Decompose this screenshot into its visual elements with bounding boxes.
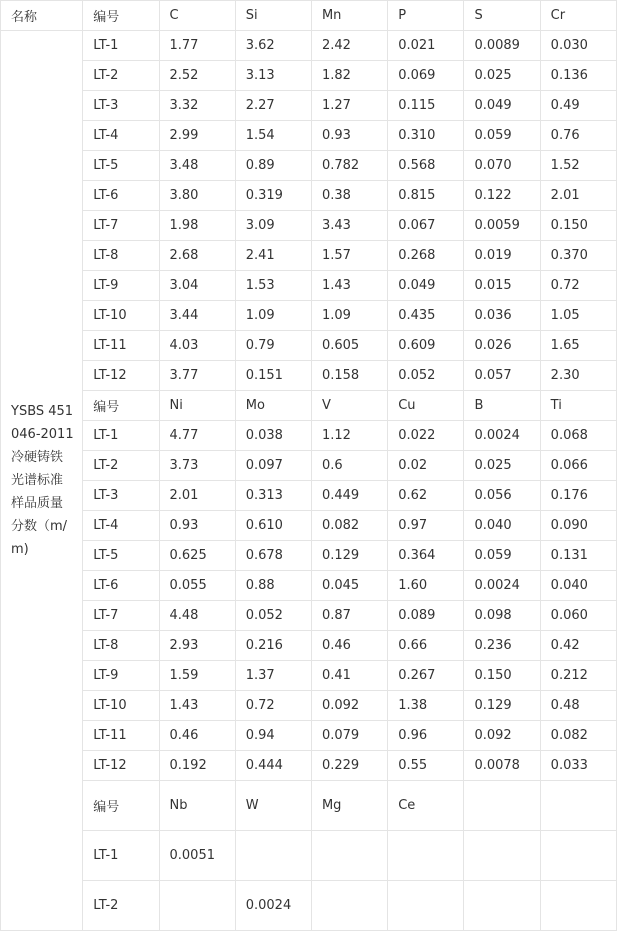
sample-id-cell: LT-12 bbox=[83, 751, 159, 781]
value-cell: 0.88 bbox=[235, 571, 311, 601]
sample-id-cell: LT-7 bbox=[83, 211, 159, 241]
value-cell: 0.267 bbox=[388, 661, 464, 691]
table-row bbox=[1, 181, 617, 211]
value-cell: 0.97 bbox=[388, 511, 464, 541]
value-cell: 0.89 bbox=[235, 151, 311, 181]
value-cell: 0.049 bbox=[464, 91, 540, 121]
subheader-cell: Nb bbox=[159, 781, 235, 831]
value-cell: 0.150 bbox=[540, 211, 616, 241]
header-row bbox=[1, 1, 617, 31]
value-cell: 2.41 bbox=[235, 241, 311, 271]
value-cell bbox=[311, 881, 387, 931]
table-row bbox=[1, 241, 617, 271]
sample-id-cell: LT-2 bbox=[83, 881, 159, 931]
value-cell: 0.0078 bbox=[464, 751, 540, 781]
value-cell: 0.045 bbox=[311, 571, 387, 601]
value-cell: 1.82 bbox=[311, 61, 387, 91]
value-cell: 0.022 bbox=[388, 421, 464, 451]
value-cell: 0.067 bbox=[388, 211, 464, 241]
value-cell: 0.122 bbox=[464, 181, 540, 211]
value-cell: 0.079 bbox=[311, 721, 387, 751]
value-cell: 0.092 bbox=[464, 721, 540, 751]
header-cell: S bbox=[464, 1, 540, 31]
value-cell bbox=[159, 881, 235, 931]
value-cell: 1.09 bbox=[311, 301, 387, 331]
table-row bbox=[1, 481, 617, 511]
value-cell: 0.0024 bbox=[464, 571, 540, 601]
value-cell: 0.46 bbox=[159, 721, 235, 751]
header-cell: P bbox=[388, 1, 464, 31]
value-cell: 0.025 bbox=[464, 61, 540, 91]
value-cell: 3.73 bbox=[159, 451, 235, 481]
value-cell: 0.150 bbox=[464, 661, 540, 691]
header-cell: Mn bbox=[311, 1, 387, 31]
value-cell: 2.30 bbox=[540, 361, 616, 391]
value-cell: 0.609 bbox=[388, 331, 464, 361]
subheader-cell bbox=[540, 781, 616, 831]
value-cell: 1.05 bbox=[540, 301, 616, 331]
value-cell: 1.27 bbox=[311, 91, 387, 121]
table-row bbox=[1, 121, 617, 151]
value-cell: 0.059 bbox=[464, 541, 540, 571]
table-row bbox=[1, 301, 617, 331]
sample-id-cell: LT-4 bbox=[83, 121, 159, 151]
value-cell: 0.625 bbox=[159, 541, 235, 571]
value-cell: 0.089 bbox=[388, 601, 464, 631]
table-row bbox=[1, 451, 617, 481]
table-row bbox=[1, 541, 617, 571]
value-cell: 0.38 bbox=[311, 181, 387, 211]
value-cell: 1.09 bbox=[235, 301, 311, 331]
value-cell: 0.93 bbox=[311, 121, 387, 151]
value-cell: 0.129 bbox=[311, 541, 387, 571]
value-cell: 0.033 bbox=[540, 751, 616, 781]
value-cell: 3.04 bbox=[159, 271, 235, 301]
sample-id-cell: LT-1 bbox=[83, 831, 159, 881]
value-cell: 1.37 bbox=[235, 661, 311, 691]
value-cell: 0.059 bbox=[464, 121, 540, 151]
subheader-cell: B bbox=[464, 391, 540, 421]
value-cell: 4.77 bbox=[159, 421, 235, 451]
value-cell: 0.025 bbox=[464, 451, 540, 481]
value-cell: 0.015 bbox=[464, 271, 540, 301]
value-cell: 0.0059 bbox=[464, 211, 540, 241]
header-cell: 编号 bbox=[83, 1, 159, 31]
value-cell: 1.38 bbox=[388, 691, 464, 721]
table-row bbox=[1, 831, 617, 881]
value-cell: 2.93 bbox=[159, 631, 235, 661]
value-cell: 3.62 bbox=[235, 31, 311, 61]
value-cell: 0.319 bbox=[235, 181, 311, 211]
value-cell: 2.42 bbox=[311, 31, 387, 61]
value-cell: 0.46 bbox=[311, 631, 387, 661]
table-row bbox=[1, 751, 617, 781]
subheader-row bbox=[1, 391, 617, 421]
value-cell: 3.13 bbox=[235, 61, 311, 91]
value-cell: 4.48 bbox=[159, 601, 235, 631]
table-row bbox=[1, 91, 617, 121]
sample-id-cell: LT-9 bbox=[83, 661, 159, 691]
table-row bbox=[1, 61, 617, 91]
value-cell: 0.42 bbox=[540, 631, 616, 661]
sample-id-cell: LT-3 bbox=[83, 481, 159, 511]
sample-id-cell: LT-6 bbox=[83, 181, 159, 211]
value-cell: 1.65 bbox=[540, 331, 616, 361]
value-cell: 3.77 bbox=[159, 361, 235, 391]
value-cell: 0.040 bbox=[464, 511, 540, 541]
header-cell: Si bbox=[235, 1, 311, 31]
value-cell: 1.60 bbox=[388, 571, 464, 601]
value-cell: 0.449 bbox=[311, 481, 387, 511]
value-cell: 0.176 bbox=[540, 481, 616, 511]
value-cell: 0.090 bbox=[540, 511, 616, 541]
sample-id-cell: LT-4 bbox=[83, 511, 159, 541]
sample-id-cell: LT-7 bbox=[83, 601, 159, 631]
table-row bbox=[1, 331, 617, 361]
value-cell: 2.01 bbox=[540, 181, 616, 211]
value-cell: 0.72 bbox=[235, 691, 311, 721]
subheader-cell: Mo bbox=[235, 391, 311, 421]
subheader-cell: Cu bbox=[388, 391, 464, 421]
value-cell: 0.040 bbox=[540, 571, 616, 601]
table-row bbox=[1, 571, 617, 601]
subheader-cell: V bbox=[311, 391, 387, 421]
value-cell: 0.678 bbox=[235, 541, 311, 571]
value-cell: 4.03 bbox=[159, 331, 235, 361]
value-cell: 0.026 bbox=[464, 331, 540, 361]
sample-id-cell: LT-2 bbox=[83, 451, 159, 481]
sample-id-cell: LT-1 bbox=[83, 421, 159, 451]
value-cell: 0.068 bbox=[540, 421, 616, 451]
value-cell: 0.6 bbox=[311, 451, 387, 481]
value-cell: 3.43 bbox=[311, 211, 387, 241]
value-cell: 0.02 bbox=[388, 451, 464, 481]
value-cell bbox=[540, 881, 616, 931]
value-cell bbox=[388, 831, 464, 881]
value-cell: 0.236 bbox=[464, 631, 540, 661]
value-cell: 0.069 bbox=[388, 61, 464, 91]
table-row bbox=[1, 421, 617, 451]
value-cell: 0.0024 bbox=[464, 421, 540, 451]
value-cell: 0.72 bbox=[540, 271, 616, 301]
value-cell: 0.93 bbox=[159, 511, 235, 541]
value-cell: 0.098 bbox=[464, 601, 540, 631]
value-cell: 0.79 bbox=[235, 331, 311, 361]
value-cell: 0.070 bbox=[464, 151, 540, 181]
value-cell: 0.610 bbox=[235, 511, 311, 541]
value-cell: 0.229 bbox=[311, 751, 387, 781]
subheader-cell: 编号 bbox=[83, 391, 159, 421]
sample-id-cell: LT-11 bbox=[83, 331, 159, 361]
value-cell: 2.99 bbox=[159, 121, 235, 151]
value-cell: 0.097 bbox=[235, 451, 311, 481]
value-cell: 1.53 bbox=[235, 271, 311, 301]
value-cell: 3.44 bbox=[159, 301, 235, 331]
value-cell: 0.066 bbox=[540, 451, 616, 481]
table-row bbox=[1, 631, 617, 661]
value-cell bbox=[540, 831, 616, 881]
value-cell bbox=[388, 881, 464, 931]
sample-name-cell: YSBS 451046-2011 冷硬铸铁光谱标准样品质量分数（m/m) bbox=[1, 31, 83, 931]
value-cell: 3.48 bbox=[159, 151, 235, 181]
value-cell: 0.48 bbox=[540, 691, 616, 721]
value-cell: 0.049 bbox=[388, 271, 464, 301]
table-row bbox=[1, 511, 617, 541]
value-cell: 0.082 bbox=[311, 511, 387, 541]
value-cell: 0.092 bbox=[311, 691, 387, 721]
value-cell: 0.435 bbox=[388, 301, 464, 331]
table-row bbox=[1, 881, 617, 931]
sample-id-cell: LT-8 bbox=[83, 241, 159, 271]
value-cell: 1.43 bbox=[311, 271, 387, 301]
header-cell: Cr bbox=[540, 1, 616, 31]
value-cell: 0.605 bbox=[311, 331, 387, 361]
value-cell: 1.43 bbox=[159, 691, 235, 721]
value-cell: 0.056 bbox=[464, 481, 540, 511]
value-cell: 0.87 bbox=[311, 601, 387, 631]
sample-id-cell: LT-5 bbox=[83, 541, 159, 571]
value-cell: 0.444 bbox=[235, 751, 311, 781]
value-cell: 0.136 bbox=[540, 61, 616, 91]
value-cell: 0.41 bbox=[311, 661, 387, 691]
value-cell: 1.57 bbox=[311, 241, 387, 271]
value-cell: 2.68 bbox=[159, 241, 235, 271]
value-cell: 0.052 bbox=[388, 361, 464, 391]
subheader-row bbox=[1, 781, 617, 831]
subheader-cell: Ce bbox=[388, 781, 464, 831]
value-cell: 0.815 bbox=[388, 181, 464, 211]
value-cell: 1.54 bbox=[235, 121, 311, 151]
value-cell: 0.62 bbox=[388, 481, 464, 511]
value-cell: 0.0089 bbox=[464, 31, 540, 61]
value-cell: 0.0051 bbox=[159, 831, 235, 881]
value-cell: 0.060 bbox=[540, 601, 616, 631]
sample-id-cell: LT-3 bbox=[83, 91, 159, 121]
subheader-cell: W bbox=[235, 781, 311, 831]
table-row bbox=[1, 31, 617, 61]
sample-id-cell: LT-1 bbox=[83, 31, 159, 61]
name-header-cell: 名称 bbox=[1, 1, 83, 31]
table-row bbox=[1, 211, 617, 241]
value-cell: 0.568 bbox=[388, 151, 464, 181]
value-cell: 0.052 bbox=[235, 601, 311, 631]
subheader-cell: Ti bbox=[540, 391, 616, 421]
sample-id-cell: LT-5 bbox=[83, 151, 159, 181]
value-cell bbox=[464, 831, 540, 881]
value-cell: 0.782 bbox=[311, 151, 387, 181]
value-cell: 0.49 bbox=[540, 91, 616, 121]
value-cell: 1.52 bbox=[540, 151, 616, 181]
table-row bbox=[1, 721, 617, 751]
value-cell: 2.52 bbox=[159, 61, 235, 91]
sample-id-cell: LT-10 bbox=[83, 301, 159, 331]
sample-id-cell: LT-12 bbox=[83, 361, 159, 391]
value-cell: 1.98 bbox=[159, 211, 235, 241]
subheader-cell: Ni bbox=[159, 391, 235, 421]
value-cell: 0.268 bbox=[388, 241, 464, 271]
value-cell bbox=[464, 881, 540, 931]
value-cell: 0.158 bbox=[311, 361, 387, 391]
value-cell: 0.115 bbox=[388, 91, 464, 121]
value-cell: 0.036 bbox=[464, 301, 540, 331]
value-cell: 1.12 bbox=[311, 421, 387, 451]
value-cell: 0.030 bbox=[540, 31, 616, 61]
value-cell: 0.019 bbox=[464, 241, 540, 271]
subheader-cell bbox=[464, 781, 540, 831]
value-cell: 0.038 bbox=[235, 421, 311, 451]
value-cell bbox=[235, 831, 311, 881]
value-cell bbox=[311, 831, 387, 881]
value-cell: 0.055 bbox=[159, 571, 235, 601]
value-cell: 0.55 bbox=[388, 751, 464, 781]
value-cell: 1.77 bbox=[159, 31, 235, 61]
value-cell: 1.59 bbox=[159, 661, 235, 691]
header-cell: C bbox=[159, 1, 235, 31]
table-row bbox=[1, 151, 617, 181]
value-cell: 0.021 bbox=[388, 31, 464, 61]
value-cell: 0.364 bbox=[388, 541, 464, 571]
sample-id-cell: LT-11 bbox=[83, 721, 159, 751]
table-row bbox=[1, 661, 617, 691]
value-cell: 0.76 bbox=[540, 121, 616, 151]
value-cell: 0.96 bbox=[388, 721, 464, 751]
value-cell: 0.313 bbox=[235, 481, 311, 511]
value-cell: 3.32 bbox=[159, 91, 235, 121]
value-cell: 0.131 bbox=[540, 541, 616, 571]
table-row bbox=[1, 691, 617, 721]
sample-id-cell: LT-2 bbox=[83, 61, 159, 91]
table-row bbox=[1, 271, 617, 301]
table-row bbox=[1, 361, 617, 391]
subheader-cell: 编号 bbox=[83, 781, 159, 831]
value-cell: 0.94 bbox=[235, 721, 311, 751]
value-cell: 0.129 bbox=[464, 691, 540, 721]
value-cell: 0.0024 bbox=[235, 881, 311, 931]
value-cell: 3.80 bbox=[159, 181, 235, 211]
value-cell: 2.27 bbox=[235, 91, 311, 121]
value-cell: 0.370 bbox=[540, 241, 616, 271]
value-cell: 0.310 bbox=[388, 121, 464, 151]
value-cell: 0.057 bbox=[464, 361, 540, 391]
table-body bbox=[1, 1, 617, 931]
sample-id-cell: LT-6 bbox=[83, 571, 159, 601]
value-cell: 0.192 bbox=[159, 751, 235, 781]
value-cell: 0.216 bbox=[235, 631, 311, 661]
value-cell: 0.082 bbox=[540, 721, 616, 751]
value-cell: 2.01 bbox=[159, 481, 235, 511]
value-cell: 0.151 bbox=[235, 361, 311, 391]
sample-id-cell: LT-8 bbox=[83, 631, 159, 661]
table-row bbox=[1, 601, 617, 631]
value-cell: 0.66 bbox=[388, 631, 464, 661]
value-cell: 3.09 bbox=[235, 211, 311, 241]
sample-id-cell: LT-10 bbox=[83, 691, 159, 721]
sample-id-cell: LT-9 bbox=[83, 271, 159, 301]
subheader-cell: Mg bbox=[311, 781, 387, 831]
value-cell: 0.212 bbox=[540, 661, 616, 691]
